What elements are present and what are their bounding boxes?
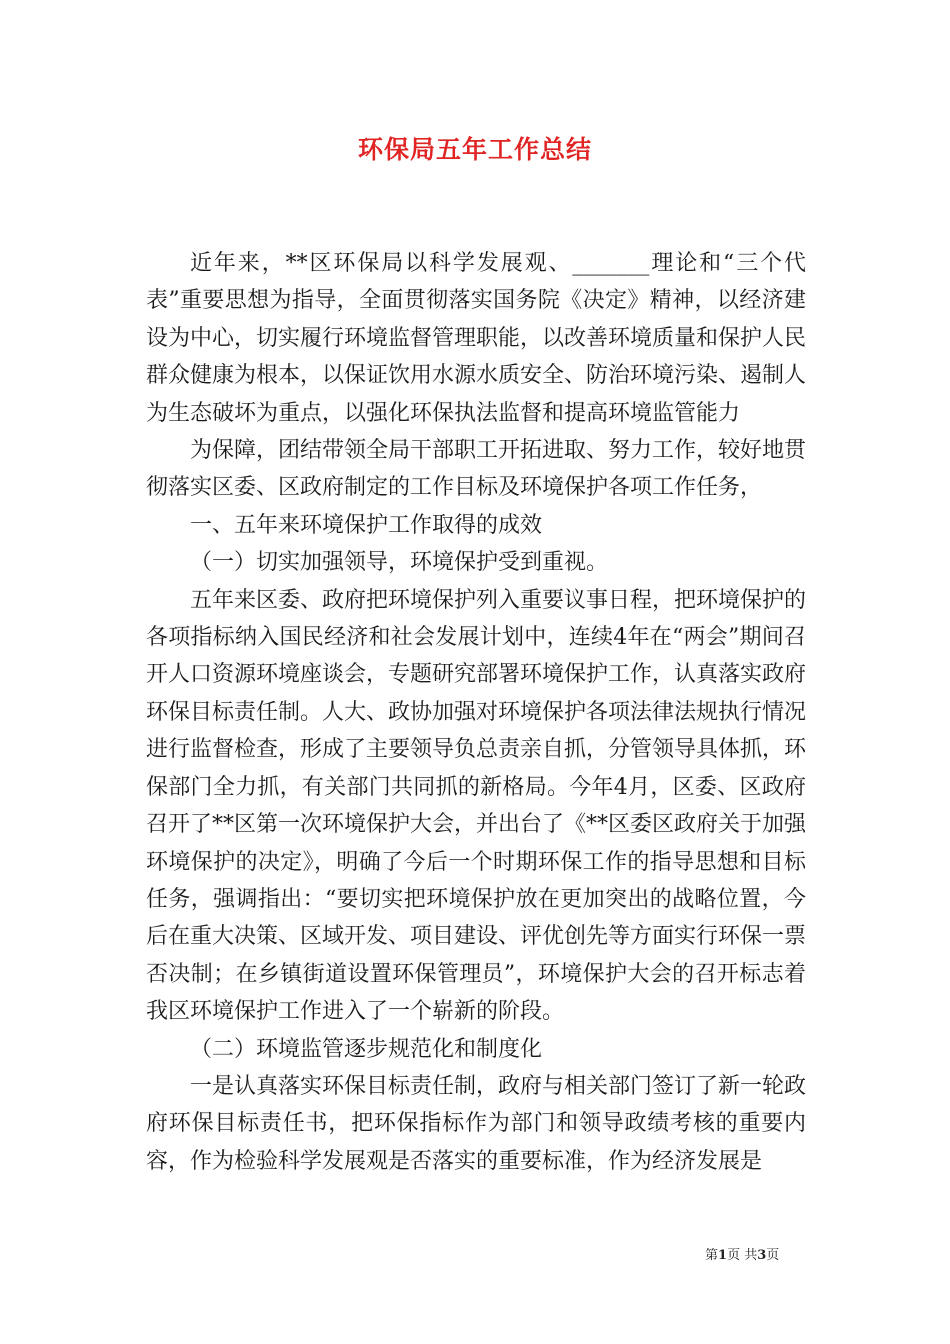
- page-number-footer: [705, 1247, 815, 1265]
- subsection-heading-1: （一）切实加强领导，环境保护受到重视。: [190, 550, 609, 576]
- footer-total-pages: 3: [757, 1248, 767, 1263]
- paragraph-intro: 近年来，**区环保局以科学发展观、_______理论和“三个代表”重要思想为指导，全面贯彻落实国务院《决定》精神，以经济建设为中心，切实履行环境监督管理职能，以改善环境质量和保护人民群众健康为根本，以保证饮用水源水质安全、防治环境污染、遏制人为生态破坏为重点，以强化环保执法监督和提高环境监管能力: [146, 251, 807, 426]
- document-title: 环保局五年工作总结: [357, 135, 592, 164]
- paragraph-intro-continued: 为保障，团结带领全局干部职工开拓进取、努力工作，较好地贯彻落实区委、区政府制定的工作目标及环境保护各项工作任务，: [146, 438, 807, 501]
- footer-current-page: 1: [718, 1248, 728, 1263]
- footer-suffix: 页: [766, 1248, 780, 1263]
- footer-prefix: 第: [705, 1248, 719, 1263]
- paragraph-leadership: 五年来区委、政府把环境保护列入重要议事日程，把环境保护的各项指标纳入国民经济和社会发展计划中，连续4年在“两会”期间召开人口资源环境座谈会，专题研究部署环境保护工作，认真落实政府环保目标责任制。人大、政协加强对环境保护各项法律法规执行情况进行监督检查，形成了主要领导负总责亲自抓，分管领导具体抓，环保部门全力抓，有关部门共同抓的新格局。今年4月，区委、区政府召开了**区第一次环境保护大会，并出台了《**区委区政府关于加强环境保护的决定》，明确了今后一个时期环保工作的指导思想和目标任务，强调指出：“要切实把环境保护放在更加突出的战略位置，今后在重大决策、区域开发、项目建设、评优创先等方面实行环保一票否决制；在乡镇街道设置环保管理员”，环境保护大会的召开标志着我区环境保护工作进入了一个崭新的阶段。: [146, 587, 807, 1025]
- paragraph-responsibility: 一是认真落实环保目标责任制，政府与相关部门签订了新一轮政府环保目标责任书，把环保指标作为部门和领导政绩考核的重要内容，作为检验科学发展观是否落实的重要标准，作为经济发展是: [146, 1073, 807, 1174]
- footer-middle: 页 共: [727, 1248, 758, 1263]
- section-heading-1: 一、五年来环境保护工作取得的成效: [190, 512, 543, 538]
- subsection-heading-2: （二）环境监管逐步规范化和制度化: [190, 1036, 543, 1062]
- document-body: [146, 245, 806, 1180]
